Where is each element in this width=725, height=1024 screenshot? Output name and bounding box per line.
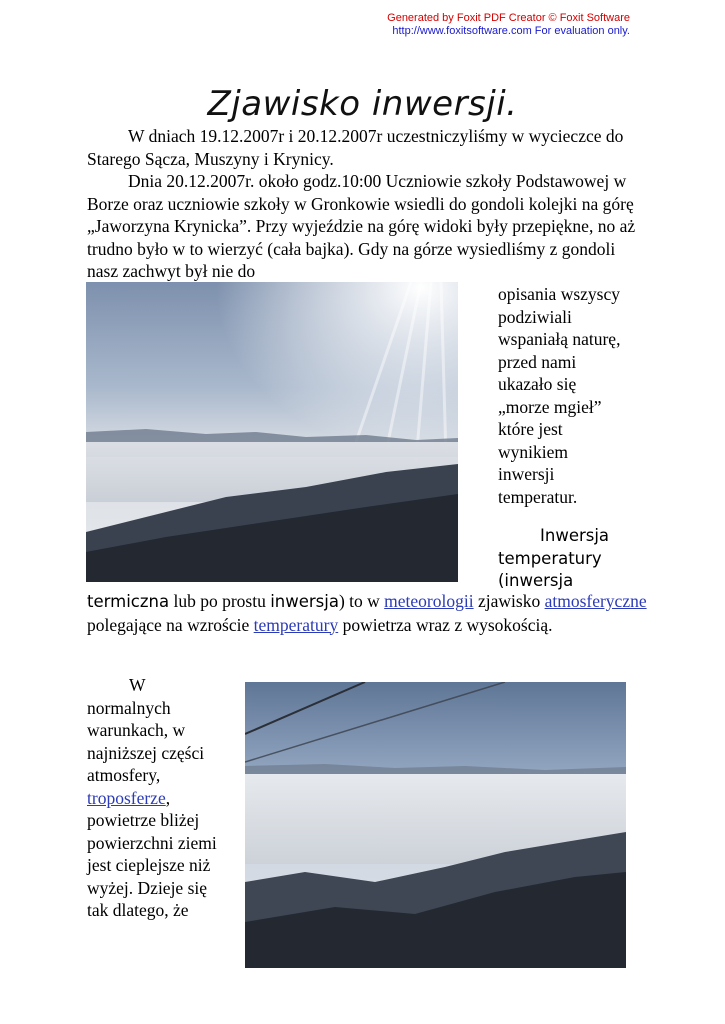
- side2-line: atmosfery,: [87, 765, 161, 785]
- def-text-3: zjawisko: [473, 591, 545, 611]
- def-text-5: powietrza wraz z wysokością.: [338, 614, 553, 635]
- inwersja-line: Inwersja: [540, 526, 610, 545]
- def-text-1: lub po prostu: [169, 591, 271, 611]
- side-line: opisania wszyscy: [498, 284, 620, 304]
- side2-line: wyżej. Dzieje się: [87, 877, 208, 898]
- side2-line: powierzchni ziemi: [87, 832, 217, 853]
- side2-line: tak dlatego, że: [87, 900, 189, 920]
- side-line: „morze mgieł”: [498, 396, 602, 417]
- def-text-4: polegające na wzroście: [87, 614, 254, 635]
- side2-line: najniższej części: [87, 742, 205, 763]
- side-text-2: W normalnych warunkach, w najniższej części atmosfery, troposferze, powietrze bliżej powierzchni ziemi jest cieplejsze niż wyżej. Dzieje się tak dlatego, że: [87, 674, 237, 922]
- atmosferyczne-link[interactable]: atmosferyczne: [544, 591, 647, 611]
- alt-term: inwersja: [270, 592, 339, 611]
- paragraph-1-text: W dniach 19.12.2007r i 20.12.2007r uczestniczyliśmy w wycieczce do Starego Sącza, Muszyny i Krynicy.: [87, 126, 624, 169]
- troposfera-link[interactable]: troposferze: [87, 787, 166, 808]
- watermark-line-2: http://www.foxitsoftware.com For evaluation only.: [392, 25, 630, 37]
- inwersja-line: (inwersja: [498, 571, 574, 590]
- side2-line: powietrze bliżej: [87, 810, 200, 830]
- side-line: które jest: [498, 419, 563, 439]
- side2-line: jest cieplejsze niż: [87, 855, 211, 875]
- paragraph-1: [87, 125, 647, 170]
- side-line: ukazało się: [498, 374, 577, 394]
- side-line: podziwiali: [498, 306, 572, 327]
- foxit-watermark: [300, 12, 630, 38]
- fog-sea-photo-1: [86, 282, 458, 582]
- side-line: inwersji: [498, 464, 555, 484]
- term-end: termiczna: [87, 592, 170, 611]
- side-text-1: [498, 283, 658, 508]
- side2-line: warunkach, w: [87, 720, 186, 740]
- side-line: temperatur.: [498, 486, 578, 507]
- temperatura-link[interactable]: temperatury: [253, 614, 339, 635]
- side2-line: normalnych: [87, 697, 171, 718]
- page-title: Zjawisko inwersji.: [207, 84, 518, 124]
- paragraph-2: [87, 170, 647, 283]
- fog-sea-photo-2: [245, 682, 626, 968]
- side-line: przed nami: [498, 351, 577, 372]
- definition-paragraph: [87, 590, 647, 636]
- def-text-2: ) to w: [338, 591, 385, 611]
- watermark-line-1: Generated by Foxit PDF Creator © Foxit Software: [387, 12, 630, 24]
- inwersja-heading: [498, 525, 658, 593]
- inwersja-line: temperatury: [498, 548, 602, 568]
- side-line: wspaniałą naturę,: [498, 329, 621, 349]
- side-line: wynikiem: [498, 441, 568, 462]
- meteorologia-link[interactable]: meteorologii: [384, 591, 474, 611]
- side2-line: W: [129, 675, 146, 695]
- paragraph-2-text: Dnia 20.12.2007r. około godz.10:00 Uczniowie szkoły Podstawowej w Borze oraz uczniowie szkoły w Gronkowie wsiedli do gondoli kolejki na górę „Jaworzyna Krynicka”. Przy wyjeździe na górę widoki były przepiękne, no aż trudno było w to wierzyć (cała bajka). Gdy na górze wysiedliśmy z gondoli nasz zachwyt był nie do: [87, 171, 636, 281]
